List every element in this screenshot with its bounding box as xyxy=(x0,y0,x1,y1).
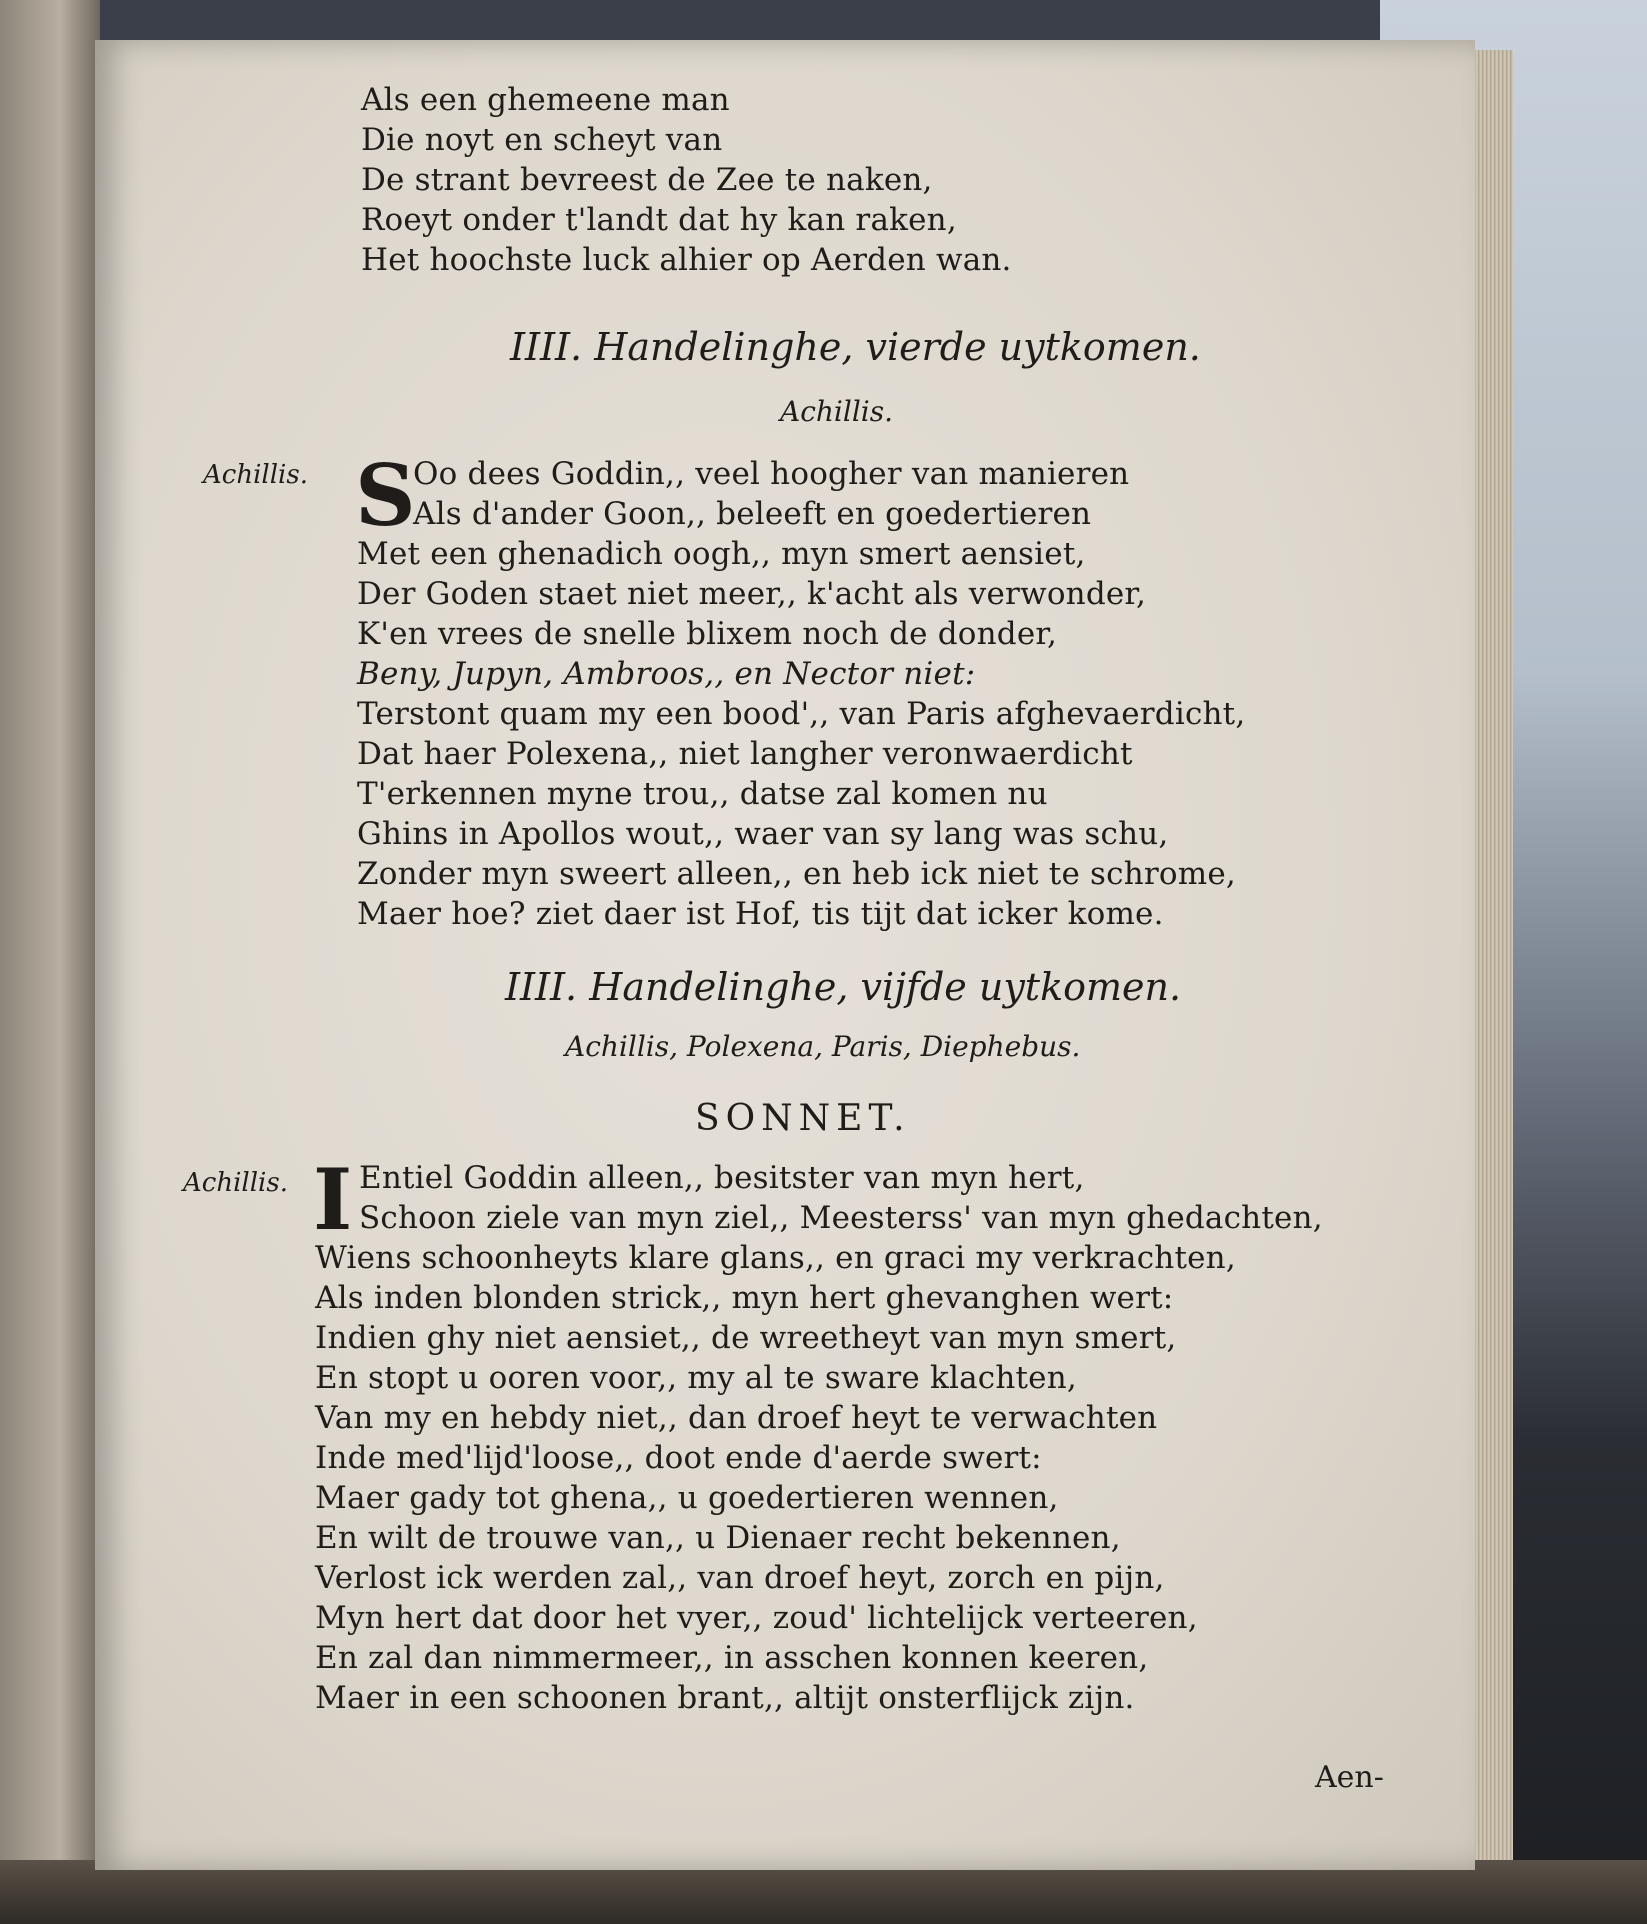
book-page xyxy=(95,40,1475,1870)
verse-line: Terstont quam my een bood',, van Paris afghevaerdicht, xyxy=(357,696,1246,732)
sonnet-title: SONNET. xyxy=(695,1098,911,1139)
verse-line: Als inden blonden strick,, myn hert ghevanghen wert: xyxy=(315,1280,1174,1316)
verse-line: Maer gady tot ghena,, u goedertieren wennen, xyxy=(315,1480,1059,1516)
verse-line: Maer in een schoonen brant,, altijt onsterflijck zijn. xyxy=(315,1680,1135,1716)
verse-line: T'erkennen myne trou,, datse zal komen nu xyxy=(357,776,1048,812)
facing-page-edge xyxy=(0,0,100,1924)
verse-line: Schoon ziele van myn ziel,, Meesterss' van myn ghedachten, xyxy=(359,1200,1323,1236)
verse-line: K'en vrees de snelle blixem noch de donder, xyxy=(357,616,1058,652)
speaker-name: Achillis. xyxy=(183,1168,288,1198)
speaker-name: Achillis. xyxy=(203,460,308,490)
verse-line: Der Goden staet niet meer,, k'acht als verwonder, xyxy=(357,576,1147,612)
verse-line: Verlost ick werden zal,, van droef heyt, zorch en pijn, xyxy=(315,1560,1165,1596)
verse-line: Het hoochste luck alhier op Aerden wan. xyxy=(361,242,1012,278)
verse-line: Myn hert dat door het vyer,, zoud' lichtelijck verteeren, xyxy=(315,1600,1198,1636)
page-edges xyxy=(1470,50,1513,1865)
verse-line: Die noyt en scheyt van xyxy=(361,122,723,158)
verse-line: Van my en hebdy niet,, dan droef heyt te verwachten xyxy=(315,1400,1158,1436)
verse-line: Ghins in Apollos wout,, waer van sy lang was schu, xyxy=(357,816,1169,852)
catchword: Aen- xyxy=(1315,1760,1384,1795)
verse-line: Dat haer Polexena,, niet langher veronwaerdicht xyxy=(357,736,1133,772)
verse-line: Entiel Goddin alleen,, besitster van myn hert, xyxy=(359,1160,1085,1196)
drop-cap: I xyxy=(313,1150,353,1249)
verse-line: Als d'ander Goon,, beleeft en goedertieren xyxy=(413,496,1092,532)
verse-line: En stopt u ooren voor,, my al te sware klachten, xyxy=(315,1360,1077,1396)
verse-line: Inde med'lijd'loose,, doot ende d'aerde swert: xyxy=(315,1440,1042,1476)
scene-heading: IIII. Handelinghe, vijfde uytkomen. xyxy=(505,965,1182,1009)
verse-line: Roeyt onder t'landt dat hy kan raken, xyxy=(361,202,957,238)
verse-line: En zal dan nimmermeer,, in asschen konnen keeren, xyxy=(315,1640,1149,1676)
scene-heading: IIII. Handelinghe, vierde uytkomen. xyxy=(510,325,1201,369)
verse-line: Zonder myn sweert alleen,, en heb ick niet te schrome, xyxy=(357,856,1236,892)
verse-line: En wilt de trouwe van,, u Dienaer recht bekennen, xyxy=(315,1520,1121,1556)
verse-line: Oo dees Goddin,, veel hoogher van manieren xyxy=(413,456,1130,492)
scene-characters: Achillis, Polexena, Paris, Diephebus. xyxy=(565,1030,1081,1063)
verse-line: Met een ghenadich oogh,, myn smert aensiet, xyxy=(357,536,1086,572)
verse-line: Als een ghemeene man xyxy=(361,82,730,118)
verse-line: De strant bevreest de Zee te naken, xyxy=(361,162,933,198)
verse-line: Beny, Jupyn, Ambroos,, en Nector niet: xyxy=(357,656,976,692)
drop-cap: S xyxy=(355,446,416,545)
verse-line: Maer hoe? ziet daer ist Hof, tis tijt dat icker kome. xyxy=(357,896,1164,932)
verse-line: Wiens schoonheyts klare glans,, en graci my verkrachten, xyxy=(315,1240,1236,1276)
verse-line: Indien ghy niet aensiet,, de wreetheyt van myn smert, xyxy=(315,1320,1177,1356)
scene-characters: Achillis. xyxy=(780,395,894,428)
